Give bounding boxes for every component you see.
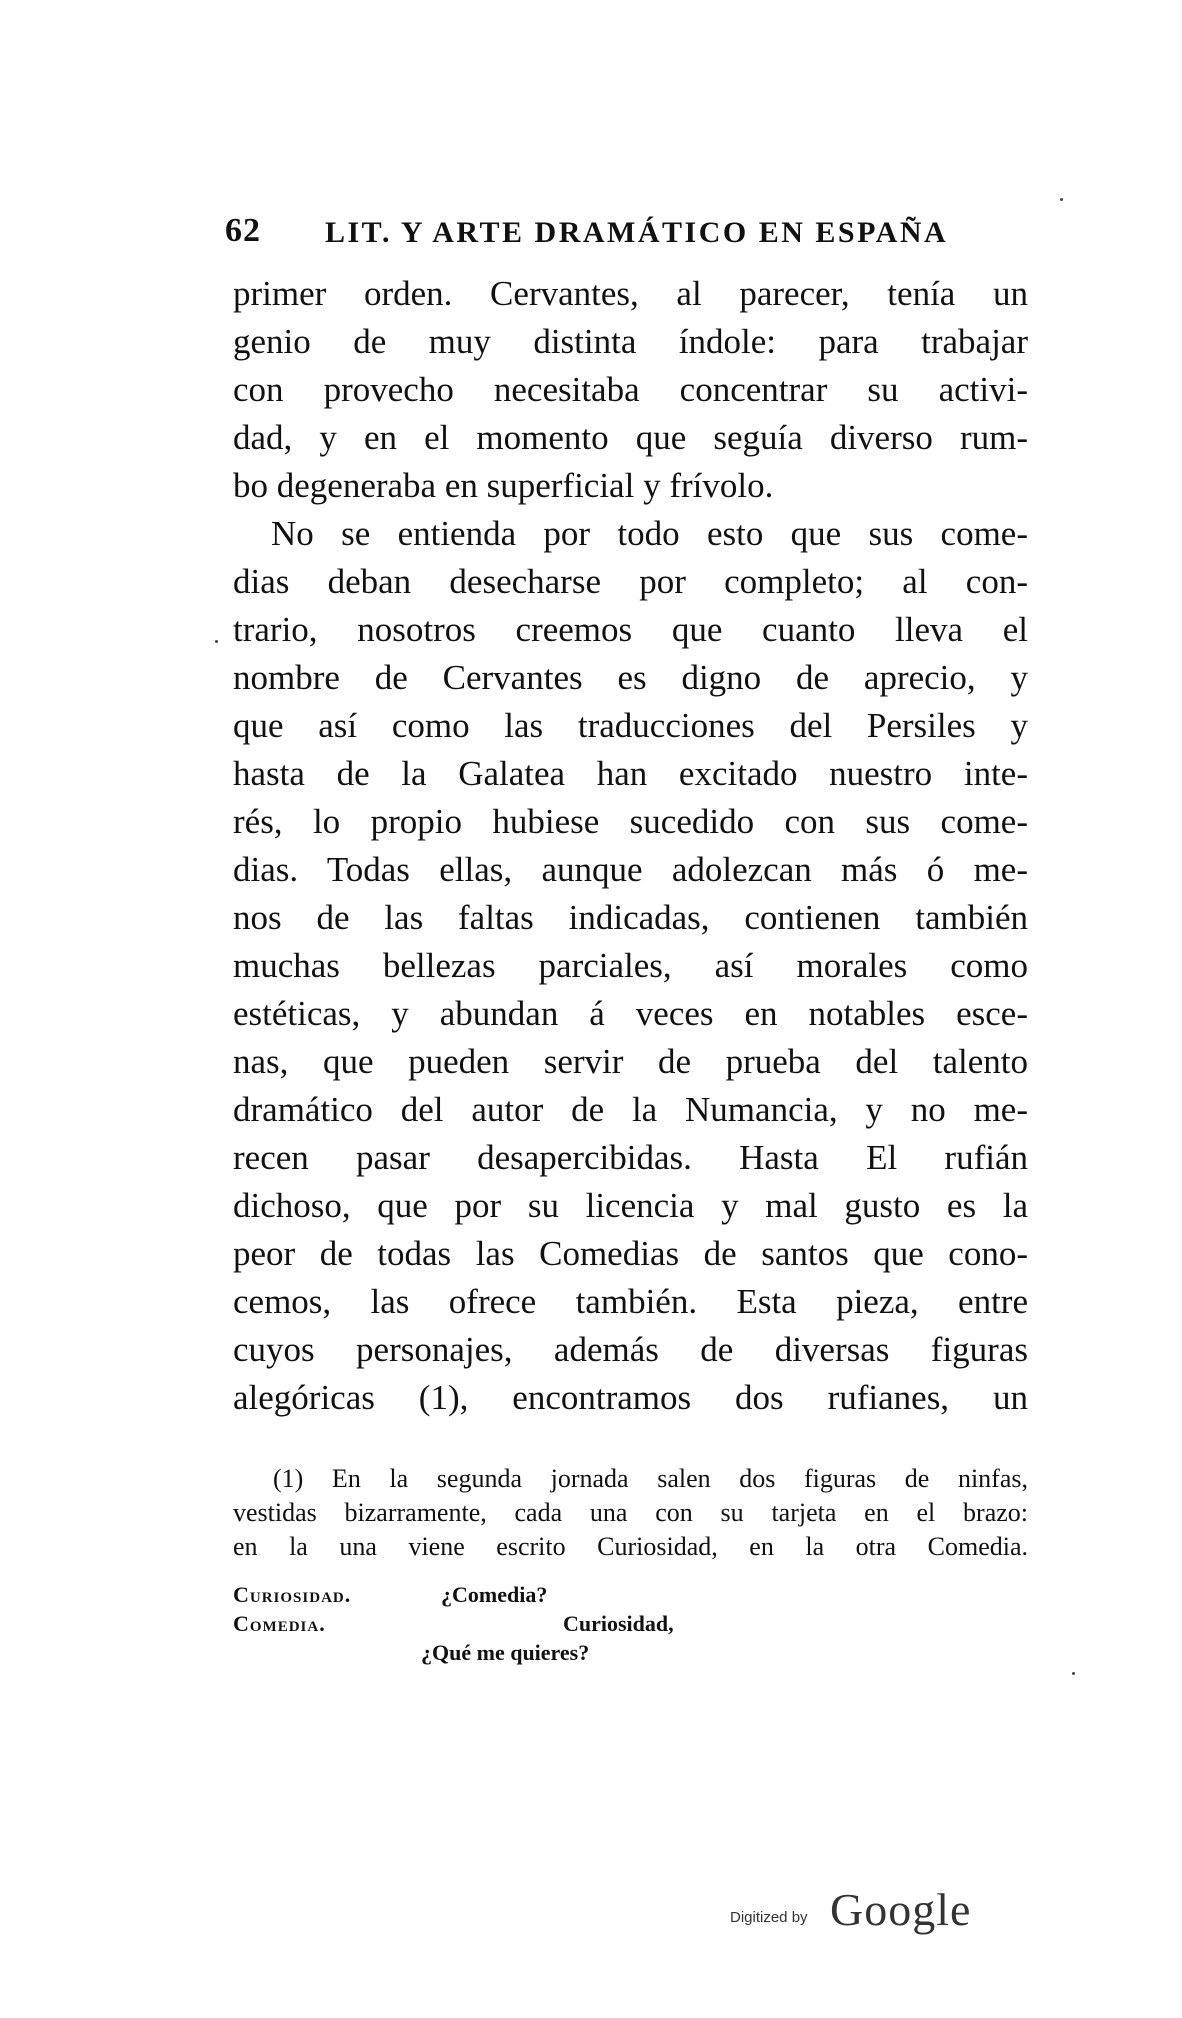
dialogue-line: ¿Comedia? bbox=[441, 1582, 548, 1607]
body-line: rés, lo propio hubiese sucedido con sus come- bbox=[233, 802, 1028, 841]
body-line: bo degeneraba en superficial y frívolo. bbox=[233, 466, 774, 505]
body-line: dias. Todas ellas, aunque adolezcan más ó me- bbox=[233, 850, 1028, 889]
body-line: hasta de la Galatea han excitado nuestro inte- bbox=[233, 754, 1028, 793]
body-line: No se entienda por todo esto que sus come- bbox=[271, 514, 1028, 553]
body-line: genio de muy distinta índole: para trabajar bbox=[233, 322, 1028, 361]
footnote-line: en la una viene escrito Curiosidad, en la otra Comedia. bbox=[233, 1532, 1028, 1561]
body-line: cemos, las ofrece también. Esta pieza, entre bbox=[233, 1282, 1028, 1321]
body-line: muchas bellezas parciales, así morales como bbox=[233, 946, 1028, 985]
footnote-line: vestidas bizarramente, cada una con su tarjeta en el brazo: bbox=[233, 1498, 1028, 1527]
dialogue-speaker: Curiosidad. bbox=[233, 1582, 352, 1607]
footnote bbox=[233, 1462, 1028, 1564]
body-line: con provecho necesitaba concentrar su activi- bbox=[233, 370, 1028, 409]
body-line: cuyos personajes, además de diversas figuras bbox=[233, 1330, 1028, 1369]
body-line: dad, y en el momento que seguía diverso rum- bbox=[233, 418, 1028, 457]
body-line: estéticas, y abundan á veces en notables esce- bbox=[233, 994, 1028, 1033]
body-text bbox=[233, 270, 1028, 1422]
footnote-dialogue bbox=[233, 1580, 1028, 1667]
page-number: 62 bbox=[225, 212, 261, 249]
dialogue-line: ¿Qué me quieres? bbox=[421, 1640, 590, 1665]
body-line: nombre de Cervantes es digno de aprecio, y bbox=[233, 658, 1028, 697]
scan-speck bbox=[1060, 198, 1063, 201]
body-line: trario, nosotros creemos que cuanto lleva el bbox=[233, 610, 1028, 649]
dialogue-line: Curiosidad, bbox=[563, 1611, 674, 1636]
body-line: dias deban desecharse por completo; al con- bbox=[233, 562, 1028, 601]
stamp-prefix: Digitized by bbox=[730, 1909, 808, 1926]
running-title: LIT. Y ARTE DRAMÁTICO EN ESPAÑA bbox=[325, 216, 949, 249]
body-line: primer orden. Cervantes, al parecer, tenía un bbox=[233, 274, 1028, 313]
body-line: alegóricas (1), encontramos dos rufianes, un bbox=[233, 1378, 1028, 1417]
dialogue-speaker: Comedia. bbox=[233, 1611, 326, 1636]
body-line: dramático del autor de la Numancia, y no me- bbox=[233, 1090, 1028, 1129]
body-line: dichoso, que por su licencia y mal gusto es la bbox=[233, 1186, 1028, 1225]
google-logo: Google bbox=[830, 1884, 972, 1935]
body-line: nas, que pueden servir de prueba del talento bbox=[233, 1042, 1028, 1081]
body-line: que así como las traducciones del Persiles y bbox=[233, 706, 1028, 745]
page-header bbox=[225, 212, 1045, 262]
body-line: peor de todas las Comedias de santos que cono- bbox=[233, 1234, 1028, 1273]
footnote-line: (1) En la segunda jornada salen dos figuras de ninfas, bbox=[273, 1464, 1028, 1493]
scan-speck bbox=[215, 640, 218, 643]
body-line: nos de las faltas indicadas, contienen también bbox=[233, 898, 1028, 937]
body-line: recen pasar desapercibidas. Hasta El rufián bbox=[233, 1138, 1028, 1177]
digitized-stamp bbox=[730, 1875, 1000, 1945]
scan-speck bbox=[1072, 1672, 1075, 1675]
